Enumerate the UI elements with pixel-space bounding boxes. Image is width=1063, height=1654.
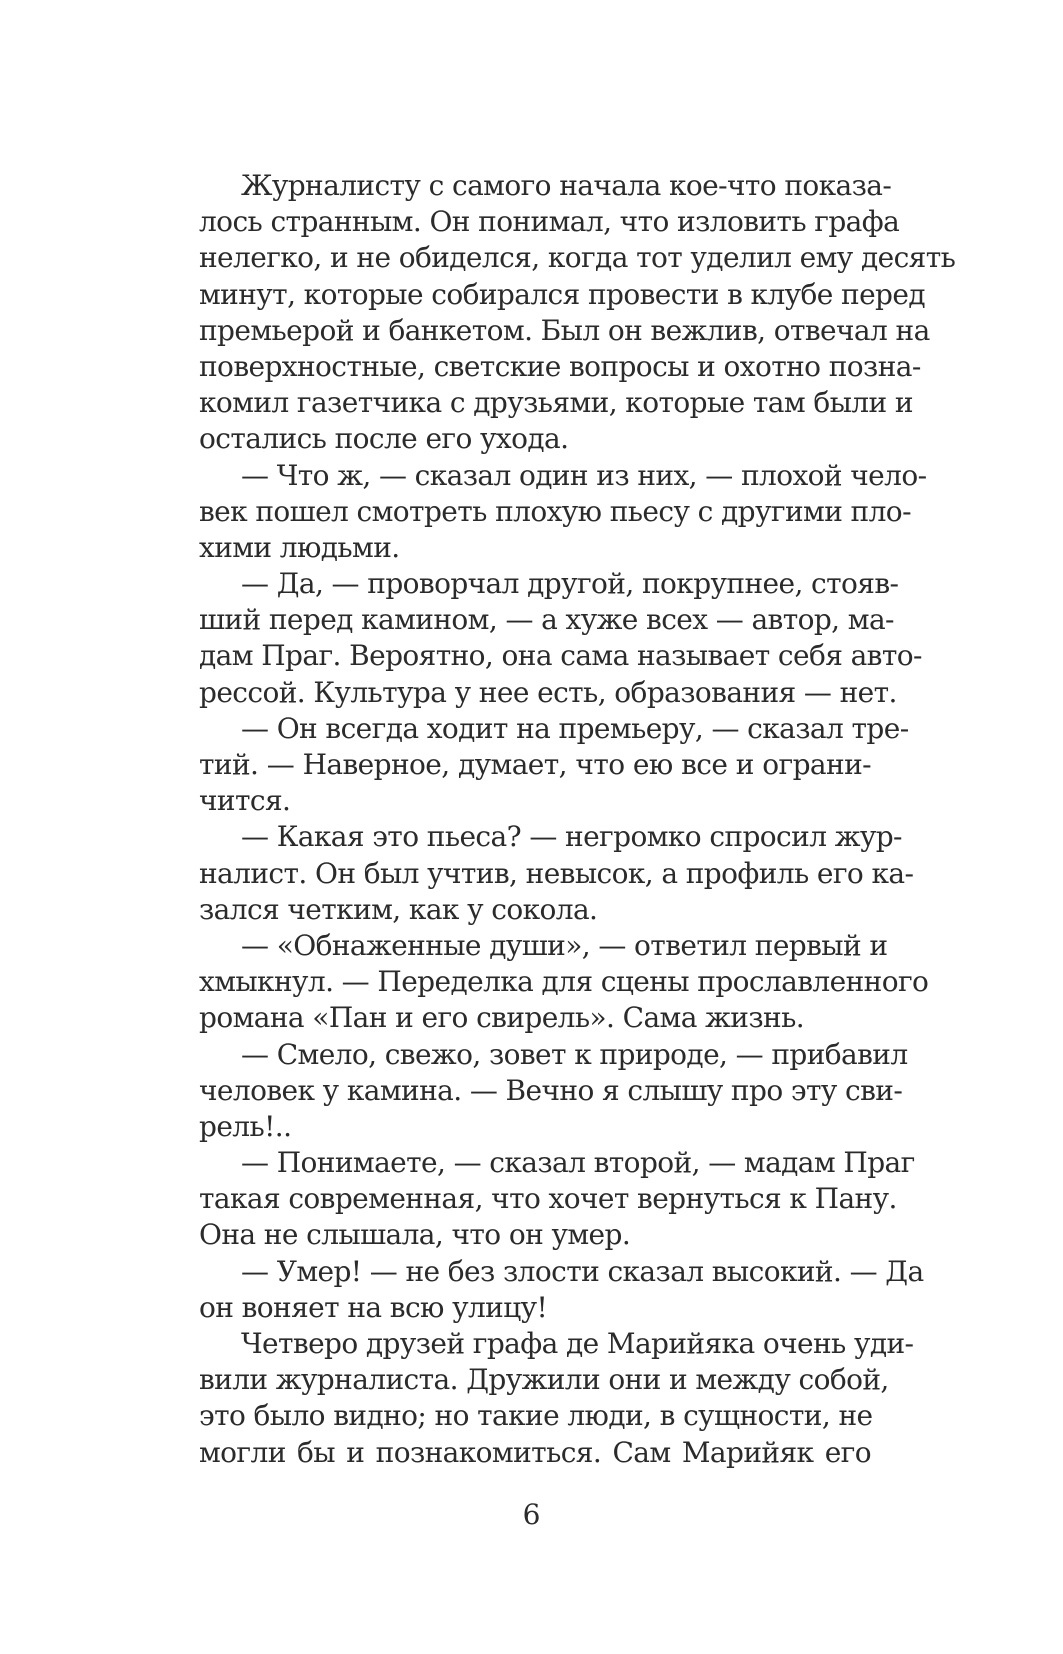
text-line: хмыкнул. — Переделка для сцены прославленного (199, 965, 929, 999)
text-line: романа «Пан и его свирель». Сама жизнь. (199, 1001, 805, 1035)
text-line: могли бы и познакомиться. Сам Марийяк его (199, 1435, 871, 1469)
text-line: такая современная, что хочет вернуться к Пану. (199, 1182, 897, 1216)
text-line: рель!.. (199, 1109, 292, 1143)
text-line: это было видно; но такие люди, в сущности, не (199, 1399, 873, 1433)
text-line: тий. — Наверное, думает, что ею все и ограни- (199, 748, 871, 781)
text-line: комил газетчика с друзьями, которые там были и (199, 386, 913, 420)
text-line: Четверо друзей графа де Марийяка очень уди- (241, 1327, 914, 1360)
text-line: остались после его ухода. (199, 422, 569, 456)
text-line: чится. (199, 784, 291, 818)
text-line: рессой. Культура у нее есть, образования — нет. (199, 675, 897, 709)
text-line: ший перед камином, — а хуже всех — автор, ма- (199, 603, 894, 637)
text-line: — Понимаете, — сказал второй, — мадам Праг (241, 1146, 915, 1180)
text-line: — Смело, свежо, зовет к природе, — прибавил (241, 1037, 908, 1071)
text-line: — Да, — проворчал другой, покрупнее, стояв- (241, 567, 899, 601)
text-line: зался четким, как у сокола. (199, 892, 598, 926)
text-line: — Какая это пьеса? — негромко спросил жур- (241, 820, 902, 854)
text-line: нелегко, и не обиделся, когда тот уделил ему десять (199, 241, 956, 275)
text-line: — Умер! — не без злости сказал высокий. — Да (241, 1254, 924, 1288)
text-line: человек у камина. — Вечно я слышу про эту сви- (199, 1073, 903, 1107)
text-line: он воняет на всю улицу! (199, 1290, 548, 1324)
text-line: Она не слышала, что он умер. (199, 1218, 631, 1252)
text-line: премьерой и банкетом. Был он вежлив, отвечал на (199, 313, 930, 347)
text-line: век пошел смотреть плохую пьесу с другими пло- (199, 494, 911, 528)
body-text (199, 168, 956, 1471)
text-line: минут, которые собирался провести в клубе перед (199, 277, 925, 311)
text-line: — Что ж, — сказал один из них, — плохой чело- (241, 458, 927, 492)
text-line: налист. Он был учтив, невысок, а профиль его ка- (199, 856, 914, 890)
text-line: вили журналиста. Дружили они и между собой, (199, 1363, 889, 1397)
text-line: лось странным. Он понимал, что изловить графа (199, 205, 900, 239)
text-line: поверхностные, светские вопросы и охотно позна- (199, 349, 921, 383)
text-line: — Он всегда ходит на премьеру, — сказал тре- (241, 711, 909, 745)
text-line: — «Обнаженные души», — ответил первый и (241, 928, 888, 962)
text-line: хими людьми. (199, 530, 400, 564)
text-line: Журналисту с самого начала кое-что показа- (241, 169, 892, 202)
text-line: дам Праг. Вероятно, она сама называет себя авто- (199, 639, 922, 673)
page-number: 6 (522, 1498, 541, 1531)
